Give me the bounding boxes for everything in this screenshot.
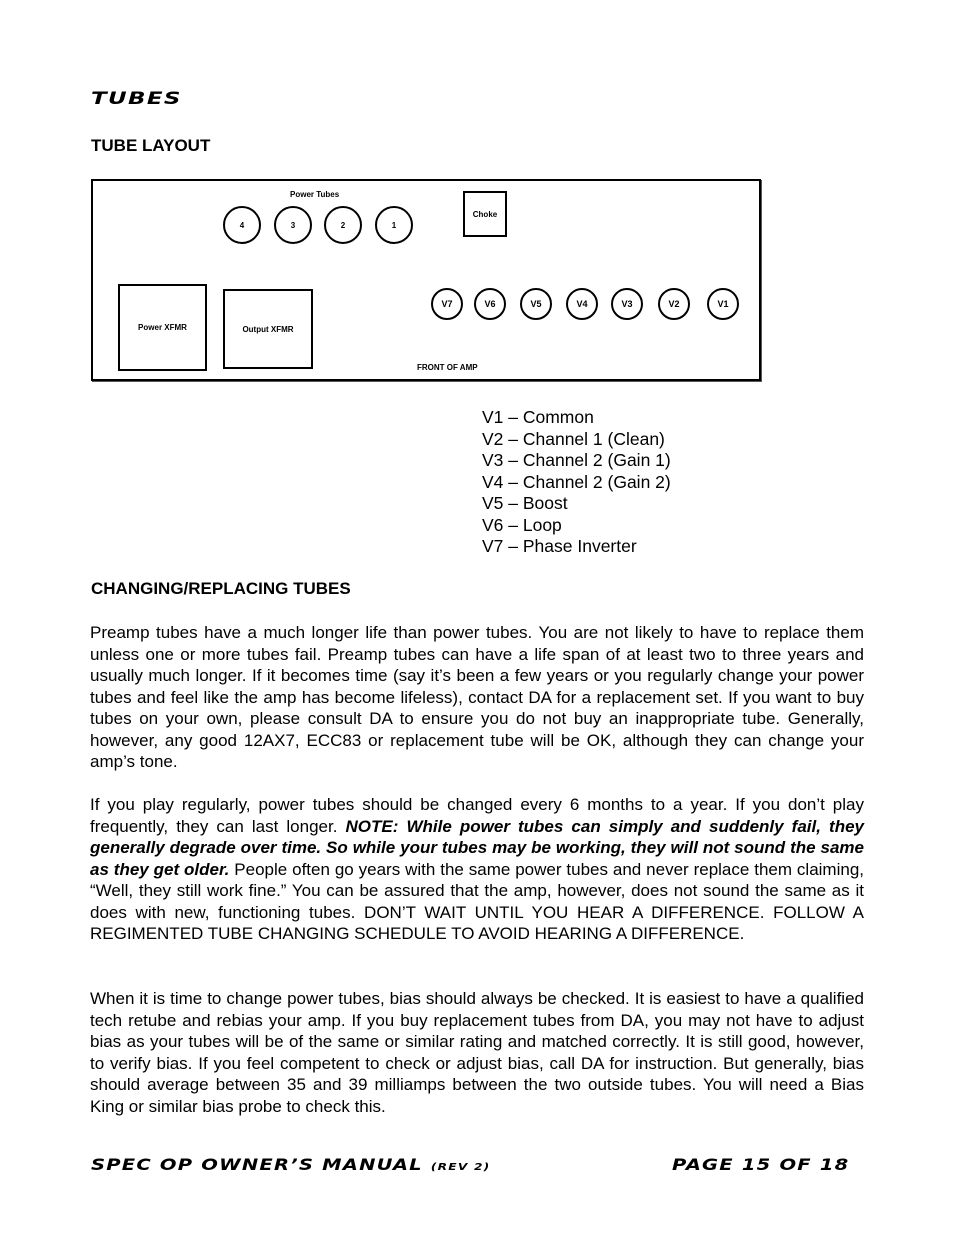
power-tube-2: 2 [324,206,362,244]
power-tube-1: 1 [375,206,413,244]
preamp-tube-v4: V4 [566,288,598,320]
legend-item: V4 – Channel 2 (Gain 2) [482,471,671,492]
para2-end: People often go years with the same power tubes and never replace them claiming, “Well, they still work fine.” You can be assured that the amp, however, does not sound the same as it does with new, functioning tubes. DON’T WAIT UNTIL YOU HEAR A DIFFERENCE. FOLLOW A REGIMENTED TUBE CHANGING SCHEDULE TO AVOID HEARING A DIFFERENCE. [90,859,864,943]
power-tube-3: 3 [274,206,312,244]
power-xfmr-box: Power XFMR [118,284,207,371]
legend-item: V3 – Channel 2 (Gain 1) [482,450,671,470]
changing-heading: CHANGING/REPLACING TUBES [91,579,351,598]
legend-item: V6 – Loop [482,514,562,535]
legend-item: V5 – Boost [482,493,568,513]
footer-manual-title [91,1155,490,1174]
paragraph-power-tubes [90,794,864,945]
choke-box: Choke [463,191,507,237]
legend-item: V7 – Phase Inverter [482,536,637,556]
paragraph-preamp-tubes: Preamp tubes have a much longer life than power tubes. You are not likely to have to replace them unless one or more tubes fail. Preamp tubes can have a life span of at least two to three years and usually much longer. If it becomes time (say it’s been a few years or you regularly change your power tubes and feel like the amp has become lifeless), contact DA for a replacement set. If you want to buy tubes on your own, please consult DA to ensure you do not buy an inappropriate tube. Generally, however, any good 12AX7, ECC83 or replacement tube will be OK, although they can change your amp’s tone. [90,623,864,771]
power-tube-4: 4 [223,206,261,244]
preamp-tube-v7: V7 [431,288,463,320]
revision-label: (REV 2) [430,1162,491,1173]
tube-layout-diagram [91,179,761,381]
preamp-tube-v1: V1 [707,288,739,320]
paragraph-bias: When it is time to change power tubes, bias should always be checked. It is easiest to have a qualified tech retube and rebias your amp. If you buy replacement tubes from DA, you may not have to adjust bias as your tubes will be of the same or similar rating and matched correctly. It is still good, however, to verify bias. If you feel competent to check or adjust bias, call DA for instruction. But generally, bias should average between 35 and 39 milliamps between the two outside tubes. You will need a Bias King or similar bias probe to check this. [90,989,864,1116]
legend-item: V2 – Channel 1 (Clean) [482,428,665,449]
power-tubes-label: Power Tubes [290,190,340,199]
preamp-tube-v3: V3 [611,288,643,320]
tube-legend [482,407,671,558]
tube-layout-heading: TUBE LAYOUT [91,136,211,155]
preamp-tube-v6: V6 [474,288,506,320]
output-xfmr-box: Output XFMR [223,289,313,369]
para2-start: If you play regularly, power tubes should be changed every 6 months to a year. If you don’t play frequently, they can last longer. [90,795,864,836]
footer-page-number: PAGE 15 OF 18 [672,1155,850,1174]
note-text: NOTE: While power tubes can simply and suddenly fail, they generally degrade over time. So while your tubes may be working, they will not sound the same as they get older. [90,816,864,879]
front-of-amp-label: FRONT OF AMP [417,363,478,372]
section-title: TUBES [91,89,182,109]
preamp-tube-v5: V5 [520,288,552,320]
preamp-tube-v2: V2 [658,288,690,320]
manual-title: SPEC OP OWNER’S MANUAL [91,1155,423,1174]
legend-item: V1 – Common [482,407,594,427]
